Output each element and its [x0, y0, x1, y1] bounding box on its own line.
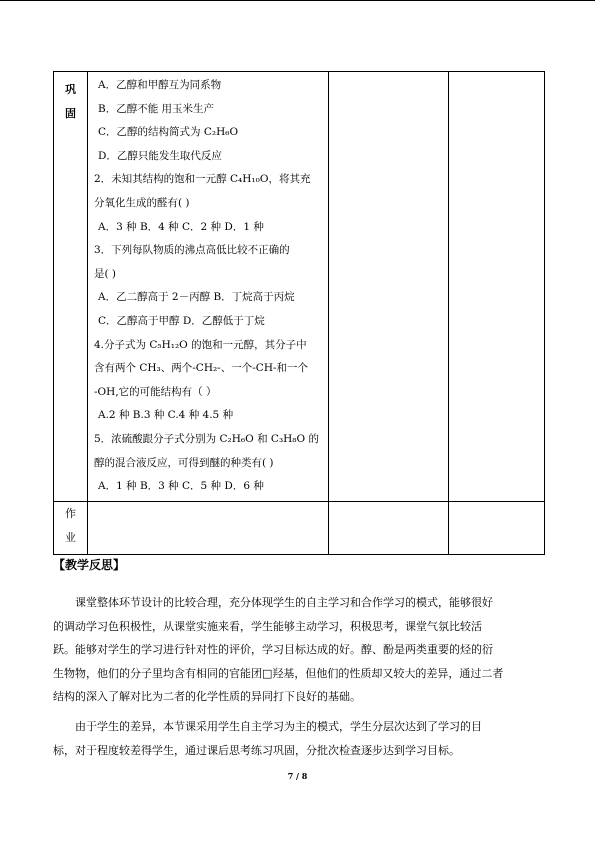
table-row-consolidate — [54, 72, 545, 502]
homework-empty-cell-1 — [329, 501, 449, 554]
question-2-options: A．3 种 B．4 种 C．2 种 D．1 种 — [98, 220, 264, 233]
question-5-stem-line-1: 5．浓硫酸跟分子式分别为 C₂H₆O 和 C₃H₈O 的 — [94, 432, 319, 445]
question-5-stem-line-2: 醇的混合液反应，可得到醚的种类有( ) — [94, 456, 274, 469]
question-5-options: A．1 种 B．3 种 C．5 种 D．6 种 — [98, 480, 264, 493]
consolidate-header-char-2: 固 — [65, 107, 76, 120]
question-4-stem-line-2: 含有两个 CH₃、两个-CH₂-、一个-CH-和一个 — [94, 362, 309, 375]
homework-header-char-1: 作 — [65, 506, 76, 520]
consolidate-header — [54, 72, 88, 502]
reflection-p1-line-1: 课堂整体环节设计的比较合理，充分体现学生的自主学习和合作学习的模式，能够很好 — [75, 596, 493, 609]
question-1-option-b: B．乙醇不能 用玉米生产 — [98, 102, 215, 115]
question-2-stem-line-1: 2．未知其结构的饱和一元醇 C₄H₁₀O，将其充 — [94, 173, 311, 186]
reflection-p2-line-1: 由于学生的差异，本节课采用学生自主学习为主的模式，学生分层次达到了学习的目 — [75, 720, 482, 733]
question-4-stem-line-1: 4.分子式为 C₅H₁₂O 的饱和一元醇，其分子中 — [94, 338, 307, 351]
header-rule — [0, 0, 595, 1]
question-1-option-a: A．乙醇和甲醇互为同系物 — [98, 79, 222, 91]
lesson-table — [53, 71, 545, 555]
question-4-stem-line-3: -OH,它的可能结构有（ ） — [94, 385, 217, 398]
question-1-option-d: D．乙醇只能发生取代反应 — [98, 149, 222, 162]
table-row-homework — [54, 501, 545, 554]
reflection-paragraph-2 — [53, 715, 547, 762]
question-1-option-c: C．乙醇的结构简式为 C₂H₆O — [98, 126, 239, 139]
question-4-options: A.2 种 B.3 种 C.4 种 4.5 种 — [98, 409, 234, 422]
question-3-stem-line-2: 是( ) — [94, 267, 117, 280]
homework-header-char-2: 业 — [65, 530, 76, 544]
reflection-p1-line-4: 生物物，他们的分子里均含有相同的官能团□羟基，但他们的性质却又较大的差异，通过二者 — [53, 666, 504, 680]
consolidate-header-char-1: 巩 — [65, 83, 76, 96]
question-3-options-ab: A．乙二醇高于 2－丙醇 B．丁烷高于丙烷 — [98, 291, 295, 304]
reflection-p1-line-2: 的调动学习色积极性，从课堂实施来看，学生能够主动学习，积极思考，课堂气氛比较活 — [53, 619, 482, 633]
homework-header — [54, 501, 88, 554]
reflection-paragraph-1 — [53, 591, 547, 709]
question-2-stem-line-2: 分氧化生成的醛有( ) — [94, 196, 190, 209]
homework-empty-cell-2 — [449, 501, 545, 554]
reflection-p2-line-2: 标，对于程度较差得学生，通过课后思考练习巩固，分批次检查逐步达到学习目标。 — [53, 743, 460, 757]
reflection-title: 【教学反思】 — [53, 558, 126, 572]
question-3-stem-line-1: 3．下列每队物质的沸点高低比较不正确的 — [94, 244, 290, 257]
question-3-options-cd: C．乙醇高于甲醇 D．乙醇低于丁烷 — [98, 314, 265, 327]
page-number: 7 / 8 — [287, 771, 308, 781]
reflection-p1-line-5: 结构的深入了解对比为二者的化学性质的异同打下良好的基础。 — [53, 690, 361, 703]
homework-content-cell — [88, 501, 329, 554]
consolidate-empty-cell-1 — [329, 72, 449, 502]
reflection-p1-line-3: 跃。能够对学生的学习进行针对性的评价，学习目标达成的好。醇、酚是两类重要的烃的衍 — [53, 643, 493, 656]
consolidate-content — [88, 72, 329, 502]
consolidate-empty-cell-2 — [449, 72, 545, 502]
